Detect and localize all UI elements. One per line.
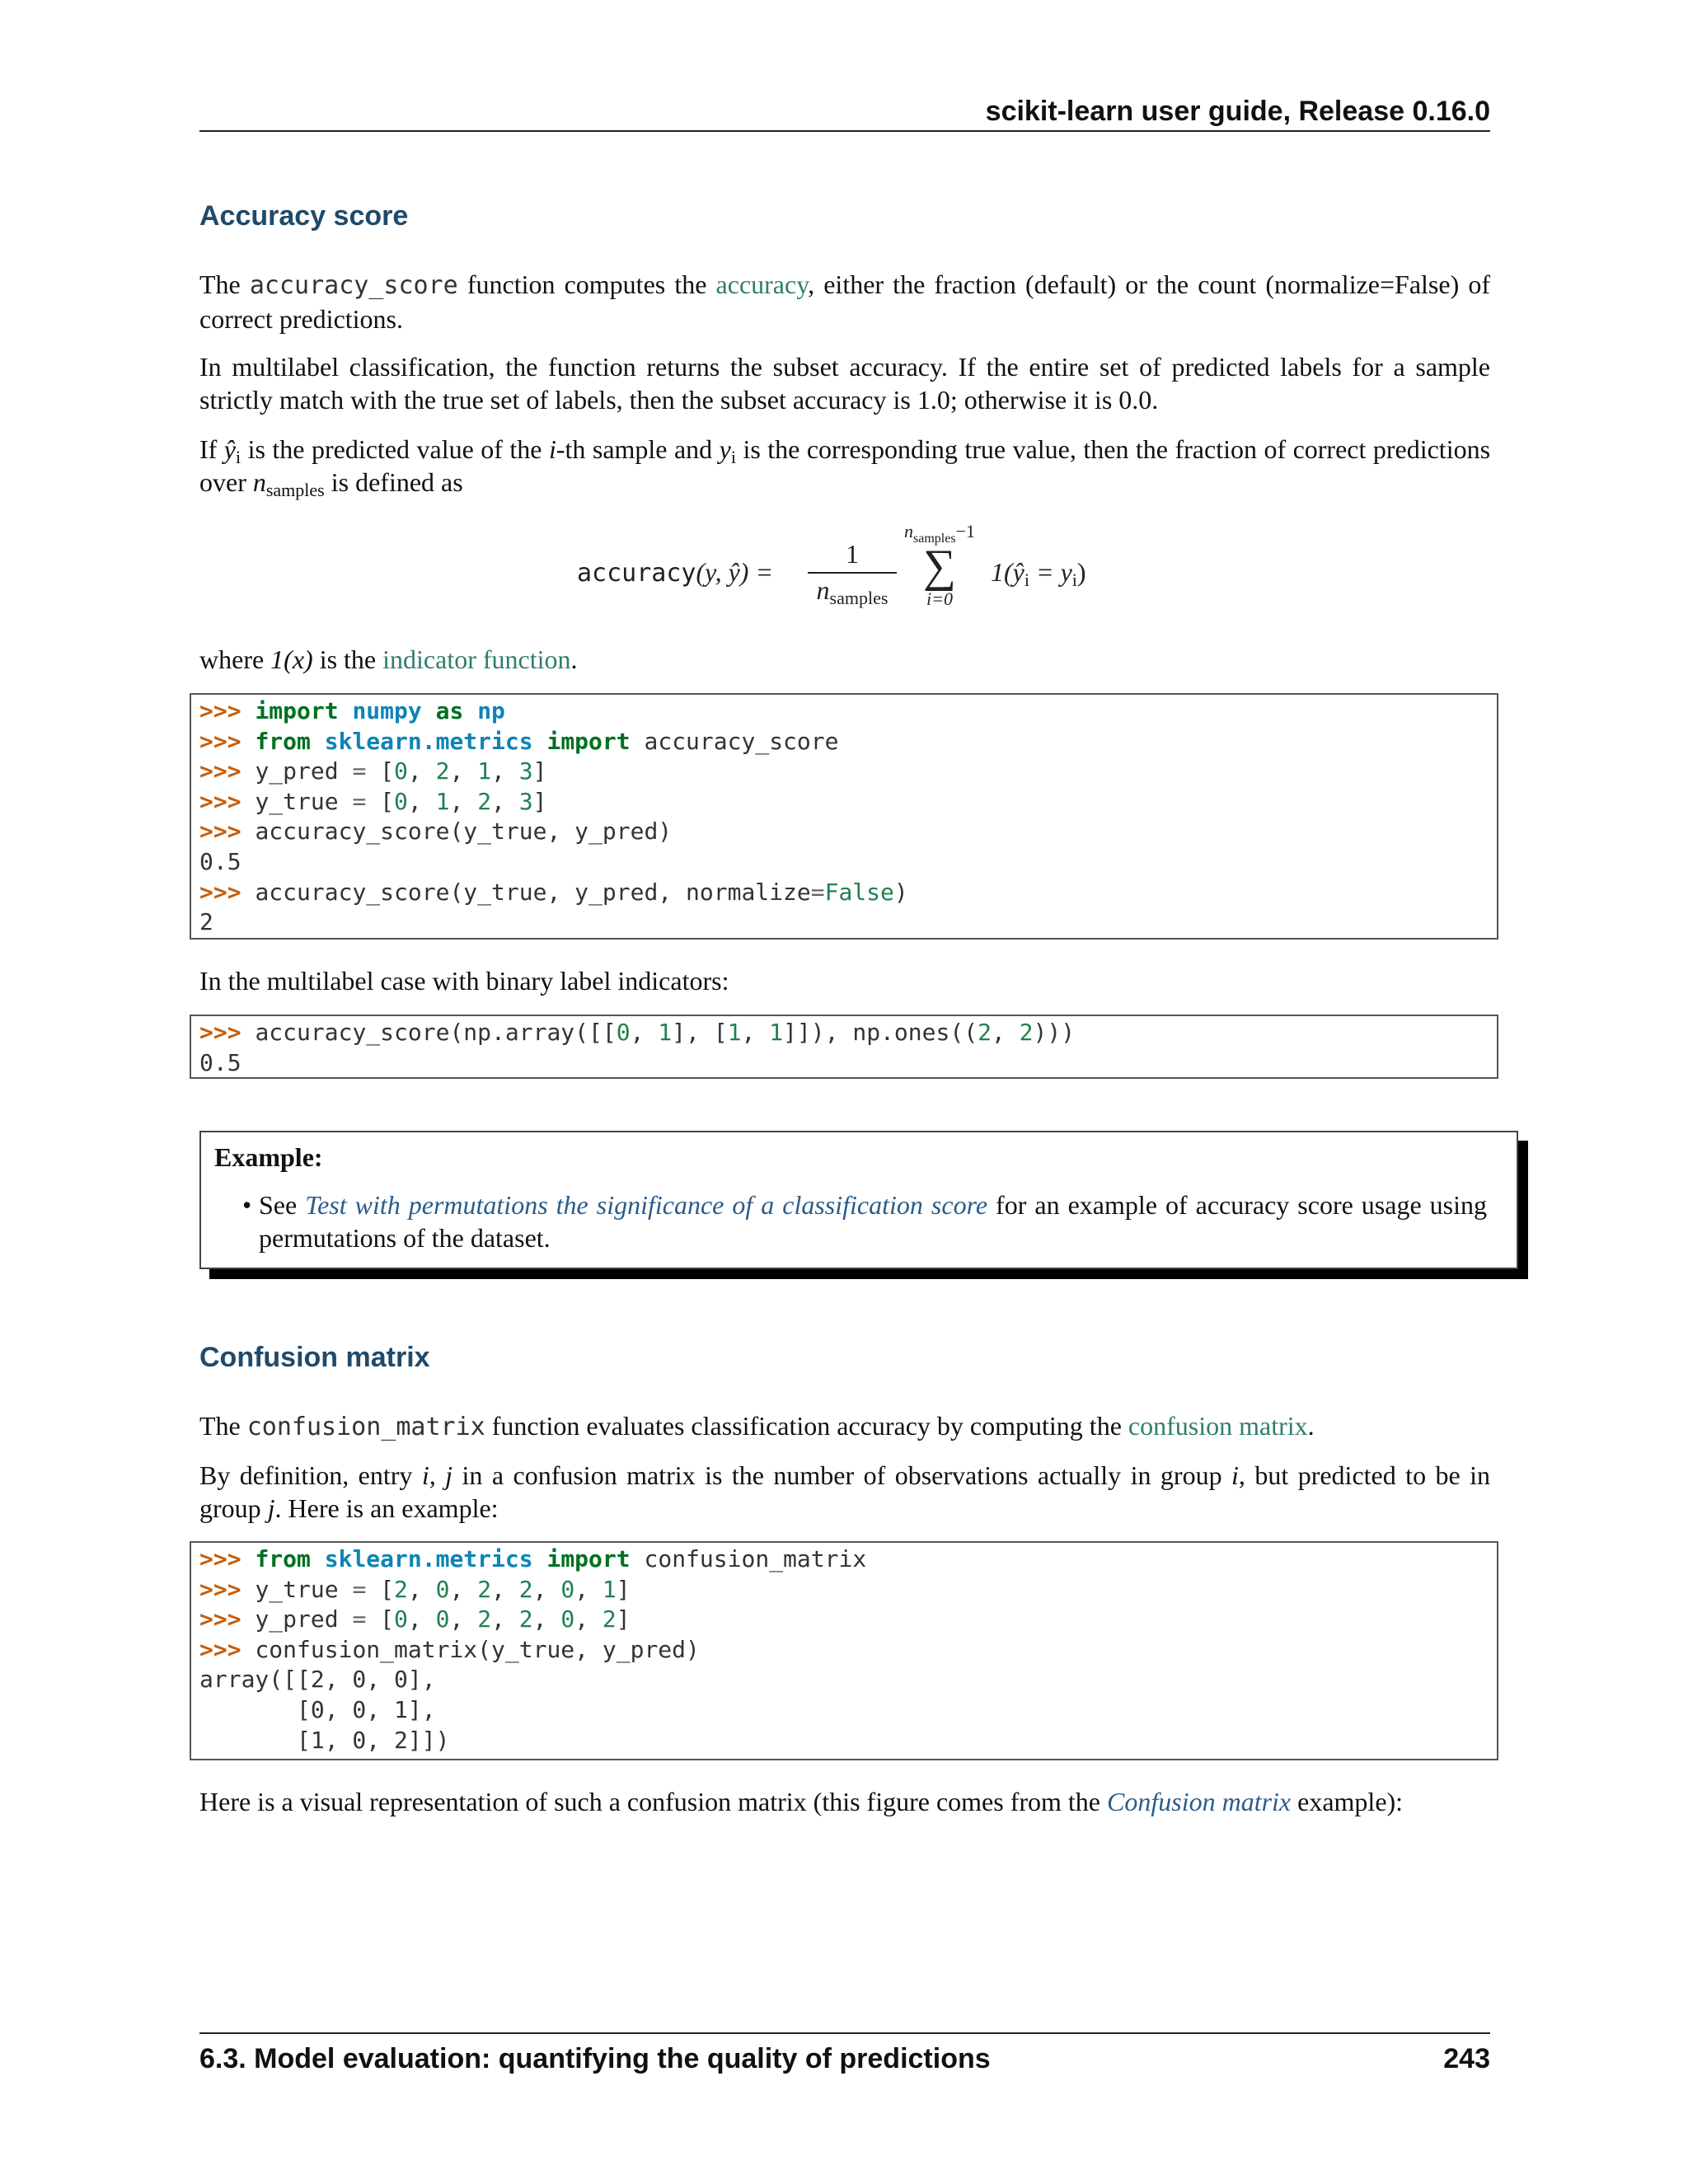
- code-token: 3: [518, 787, 533, 815]
- code-token: ]: [616, 1605, 631, 1633]
- code-token: 0: [560, 1605, 575, 1633]
- code-token: ]]), np.ones((: [783, 1019, 978, 1046]
- code-token: [311, 728, 325, 755]
- code-token: import: [546, 727, 631, 755]
- code-token: ,: [407, 787, 436, 815]
- text: The: [199, 1411, 247, 1441]
- code-line: [199, 1726, 1489, 1756]
- code-token: [533, 1545, 547, 1572]
- text: See: [259, 1190, 306, 1220]
- sum-lower-limit: i=0: [926, 588, 953, 609]
- code-token: [0, 0, 1],: [199, 1695, 436, 1723]
- example-item: [259, 1188, 1487, 1254]
- code-token: 1: [477, 757, 492, 785]
- code-token: import: [255, 697, 339, 724]
- math-sub: i: [236, 447, 241, 467]
- code-token: =: [352, 1605, 367, 1633]
- code-token: ,: [532, 1575, 561, 1603]
- multilabel-paragraph: In multilabel classification, the function returns the subset accuracy. If the entire set of predicted labels for a sample strictly match with the true set of labels, then the subset accuracy is 1.0; otherwise it is 0.0.: [199, 352, 1490, 415]
- section-title-accuracy-score: Accuracy score: [199, 200, 409, 232]
- code-token: ,: [491, 1575, 519, 1603]
- code-line: [199, 1018, 1489, 1048]
- page-number: 243: [1443, 2043, 1490, 2074]
- code-token: [339, 697, 353, 724]
- math-sub: i: [730, 447, 736, 467]
- text: is the corresponding true value, then the fraction of correct predictions over: [199, 434, 1491, 497]
- math-rhs: 1(ŷ: [991, 557, 1025, 587]
- equation-fraction: [808, 536, 897, 607]
- math-sub: samples: [829, 588, 889, 608]
- code-token: ,: [491, 787, 519, 815]
- code-token: ,: [491, 757, 519, 785]
- text: is the predicted value of the: [241, 434, 549, 464]
- code-token: ,: [407, 1605, 436, 1633]
- equation-lhs: [577, 557, 773, 588]
- confusion-matrix-link[interactable]: confusion matrix: [1128, 1411, 1308, 1441]
- code-line: [199, 817, 1489, 847]
- code-token: ]: [532, 787, 547, 815]
- text: -th sample and: [556, 434, 720, 464]
- text: The: [199, 269, 250, 299]
- permutation-test-example-link[interactable]: Test with permutations the significance of a classification score: [305, 1190, 988, 1220]
- code-token: 0: [560, 1575, 575, 1603]
- math-rhs: = y: [1029, 557, 1072, 587]
- code-token: ,: [407, 1575, 436, 1603]
- visual-representation-paragraph: [199, 1785, 1490, 1818]
- footer-section-title: 6.3. Model evaluation: quantifying the quality of predictions: [199, 2043, 991, 2074]
- code-token: 0.5: [199, 1048, 241, 1076]
- code-block-confusion[interactable]: [190, 1541, 1498, 1760]
- inline-code-accuracy-score: accuracy_score: [249, 271, 458, 300]
- code-token: accuracy_score(np.array([[: [255, 1019, 617, 1046]
- running-footer: [199, 2032, 1490, 2083]
- text: .: [570, 644, 578, 674]
- math-indicator: 1(x): [270, 644, 313, 674]
- fraction-denominator: [808, 574, 897, 607]
- code-line: [199, 847, 1489, 878]
- code-token: =: [352, 787, 367, 815]
- code-token: =: [352, 1575, 367, 1603]
- code-block-accuracy[interactable]: [190, 693, 1498, 940]
- code-prompt: >>>: [199, 1575, 256, 1603]
- code-token: [463, 697, 477, 724]
- code-token: =: [352, 757, 367, 785]
- code-token: 1: [769, 1019, 784, 1046]
- code-line: [199, 696, 1489, 727]
- code-token: y_true: [255, 1575, 353, 1603]
- multilabel-indicator-paragraph: In the multilabel case with binary label indicators:: [199, 966, 729, 996]
- text: If: [199, 434, 224, 464]
- code-token: [1, 0, 2]]): [199, 1726, 450, 1754]
- code-token: accuracy_score(y_true, y_pred, normalize: [255, 878, 811, 906]
- inline-code-confusion-matrix: confusion_matrix: [246, 1413, 485, 1441]
- code-token: [: [366, 757, 395, 785]
- code-token: 2: [435, 757, 450, 785]
- code-token: import: [546, 1545, 631, 1572]
- code-token: 0: [394, 787, 408, 815]
- text: Here is a visual representation of such a confusion matrix (this figure comes from the: [199, 1787, 1107, 1816]
- code-token: confusion_matrix: [630, 1545, 867, 1572]
- example-title: Example:: [214, 1142, 323, 1172]
- text: , but predicted to be in group: [199, 1460, 1491, 1523]
- code-line: [199, 727, 1489, 757]
- text: for an example of accuracy score usage using permutations of the dataset.: [259, 1190, 1488, 1253]
- math-yhat: ŷ: [223, 434, 236, 464]
- code-token: 2: [518, 1575, 533, 1603]
- code-token: ,: [449, 1575, 478, 1603]
- text: . Here is an example:: [274, 1493, 499, 1523]
- math-n: n: [816, 575, 830, 605]
- math-tail: −1: [955, 521, 975, 541]
- equation-rhs: [991, 557, 1086, 588]
- code-prompt: >>>: [199, 878, 256, 906]
- math-ij: i, j: [421, 1460, 453, 1490]
- math-i: i: [548, 434, 556, 464]
- equation-fn: accuracy: [577, 559, 696, 588]
- code-token: np: [477, 697, 505, 724]
- code-line: [199, 907, 1489, 938]
- code-line: [199, 878, 1489, 908]
- example-box: [199, 1131, 1518, 1269]
- text: function computes the: [457, 269, 716, 299]
- code-token: [422, 697, 436, 724]
- code-token: 0: [435, 1605, 450, 1633]
- text: is the: [312, 644, 383, 674]
- code-token: [311, 1545, 325, 1572]
- math-sub: i: [1071, 569, 1077, 590]
- code-token: 0.5: [199, 847, 241, 875]
- code-token: 0: [394, 757, 408, 785]
- code-line: [199, 1605, 1489, 1635]
- code-token: 1: [658, 1019, 673, 1046]
- code-token: 1: [435, 787, 450, 815]
- text: .: [1307, 1411, 1315, 1441]
- code-token: False: [824, 878, 894, 906]
- math-i: i: [1231, 1460, 1239, 1490]
- code-token: 2: [978, 1019, 992, 1046]
- code-token: 0: [435, 1575, 450, 1603]
- code-token: y_true: [255, 787, 353, 815]
- code-token: sklearn.metrics: [324, 1545, 533, 1572]
- code-line: [199, 757, 1489, 787]
- code-token: ,: [491, 1605, 519, 1633]
- text: is defined as: [324, 467, 463, 497]
- code-token: ,: [449, 787, 478, 815]
- definition-paragraph: [199, 433, 1490, 499]
- text: , either the fraction (default) or the count (normalize=False) of correct predictions.: [199, 269, 1491, 334]
- math-n: n: [904, 521, 914, 541]
- math-j: j: [267, 1493, 275, 1523]
- code-token: 1: [727, 1019, 742, 1046]
- code-token: ]: [616, 1575, 631, 1603]
- accuracy-link[interactable]: accuracy: [715, 269, 809, 299]
- code-prompt: >>>: [199, 1605, 256, 1633]
- code-token: 0: [616, 1019, 631, 1046]
- code-token: [: [366, 1605, 395, 1633]
- math-y: y: [719, 434, 731, 464]
- code-line: [199, 787, 1489, 818]
- text: function evaluates classification accuracy by computing the: [485, 1411, 1128, 1441]
- code-token: ,: [449, 757, 478, 785]
- equation-sum: [903, 519, 977, 610]
- code-token: [: [366, 787, 395, 815]
- equation-args: (y, ŷ) =: [696, 557, 774, 587]
- code-token: numpy: [352, 697, 422, 724]
- confusion-matrix-example-link[interactable]: Confusion matrix: [1107, 1787, 1292, 1816]
- indicator-function-link[interactable]: indicator function: [382, 644, 571, 674]
- code-token: ,: [630, 1019, 659, 1046]
- code-token: y_pred: [255, 757, 353, 785]
- math-sub: samples: [265, 480, 325, 500]
- code-line: [199, 1544, 1489, 1575]
- math-sub: samples: [913, 532, 956, 546]
- code-token: ,: [574, 1605, 603, 1633]
- code-prompt: >>>: [199, 818, 256, 846]
- text: in a confusion matrix is the number of observations actually in group: [452, 1460, 1232, 1490]
- code-token: ,: [574, 1575, 603, 1603]
- code-token: 2: [477, 787, 492, 815]
- code-token: ], [: [672, 1019, 728, 1046]
- indicator-paragraph: [199, 643, 1490, 676]
- bullet: •: [242, 1190, 252, 1220]
- math-rhs: ): [1076, 557, 1086, 587]
- code-line: [199, 1048, 1489, 1079]
- confusion-intro-paragraph: [199, 1409, 1490, 1444]
- math-sub: i: [1024, 569, 1029, 590]
- code-line: [199, 1695, 1489, 1726]
- running-header: scikit-learn user guide, Release 0.16.0: [199, 92, 1490, 132]
- code-token: 2: [477, 1575, 492, 1603]
- code-token: confusion_matrix(y_true, y_pred): [255, 1635, 700, 1663]
- code-token: ,: [407, 757, 436, 785]
- confusion-definition-paragraph: [199, 1459, 1490, 1525]
- code-token: from: [255, 1545, 311, 1572]
- math-n: n: [252, 467, 266, 497]
- code-token: 2: [394, 1575, 408, 1603]
- code-line: [199, 1665, 1489, 1695]
- code-token: =: [810, 878, 825, 906]
- code-prompt: >>>: [199, 1545, 256, 1572]
- code-token: ): [893, 878, 908, 906]
- code-token: [: [366, 1575, 395, 1603]
- code-block-multilabel[interactable]: [190, 1015, 1498, 1079]
- code-token: ,: [449, 1605, 478, 1633]
- code-line: [199, 1575, 1489, 1605]
- code-prompt: >>>: [199, 787, 256, 815]
- code-token: 2: [602, 1605, 617, 1633]
- fraction-numerator: 1: [846, 539, 859, 569]
- code-token: 0: [394, 1605, 408, 1633]
- code-token: 2: [477, 1605, 492, 1633]
- code-prompt: >>>: [199, 1635, 256, 1663]
- code-token: 1: [602, 1575, 617, 1603]
- code-token: array([[2, 0, 0],: [199, 1666, 436, 1694]
- sigma-symbol: ∑: [923, 541, 956, 592]
- text: example):: [1291, 1787, 1404, 1816]
- code-prompt: >>>: [199, 757, 256, 785]
- code-token: from: [255, 727, 311, 755]
- code-token: ,: [532, 1605, 561, 1633]
- code-token: y_pred: [255, 1605, 353, 1633]
- text: where: [199, 644, 271, 674]
- code-token: as: [435, 697, 464, 724]
- code-token: 3: [518, 757, 533, 785]
- accuracy-intro-paragraph: [199, 268, 1490, 335]
- code-token: 2: [518, 1605, 533, 1633]
- code-token: accuracy_score: [630, 727, 839, 755]
- code-token: 2: [1019, 1019, 1034, 1046]
- code-token: ,: [991, 1019, 1020, 1046]
- code-token: ,: [741, 1019, 770, 1046]
- code-prompt: >>>: [199, 727, 256, 755]
- text: By definition, entry: [199, 1460, 422, 1490]
- code-token: ))): [1033, 1019, 1076, 1046]
- code-prompt: >>>: [199, 697, 256, 724]
- code-token: accuracy_score(y_true, y_pred): [255, 818, 673, 846]
- code-token: sklearn.metrics: [324, 727, 533, 755]
- accuracy-equation: [577, 519, 1154, 626]
- code-token: [533, 728, 547, 755]
- code-line: [199, 1635, 1489, 1666]
- code-prompt: >>>: [199, 1019, 256, 1046]
- code-token: 2: [199, 908, 213, 936]
- code-token: ]: [532, 757, 547, 785]
- section-title-confusion-matrix: Confusion matrix: [199, 1342, 430, 1373]
